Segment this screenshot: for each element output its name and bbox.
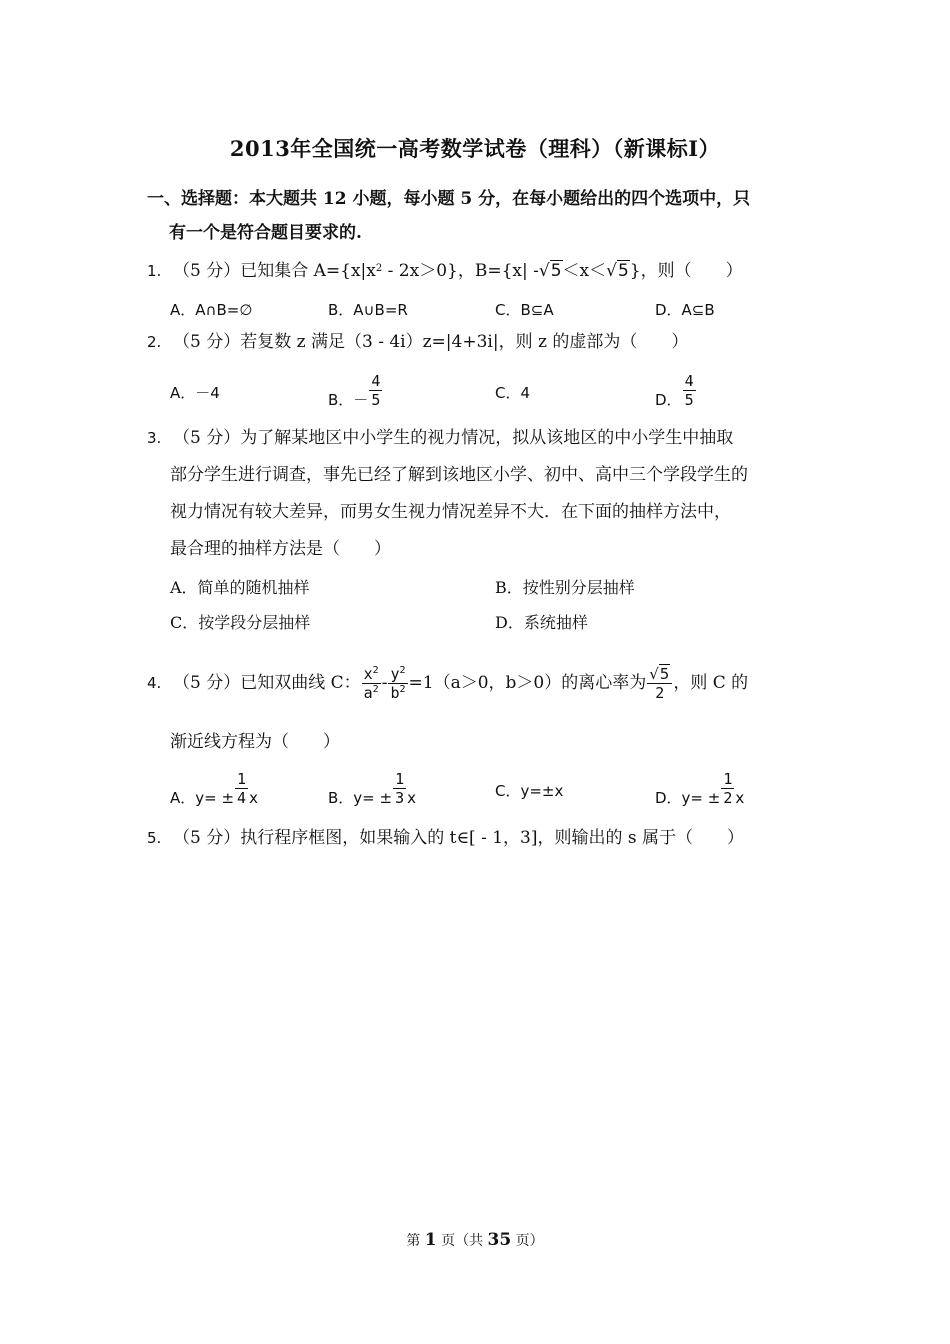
question-1-text-pre: （5 分）已知集合 A={x|x bbox=[173, 261, 376, 281]
question-3-line: 视力情况有较大差异，而男女生视力情况差异不大．在下面的抽样方法中， bbox=[170, 502, 731, 522]
question-1 bbox=[147, 253, 812, 290]
question-4 bbox=[147, 658, 812, 761]
question-3-line: （5 分）为了解某地区中小学生的视力情况，拟从该地区的中小学生中抽取 bbox=[173, 428, 734, 448]
option-c: C．y=±x bbox=[495, 782, 564, 800]
question-3-options-row1 bbox=[170, 575, 810, 599]
option-a: A．A∩B=∅ bbox=[170, 301, 253, 319]
fraction-y2-b2: $\frac{y^2}{b^2}$ bbox=[390, 665, 406, 702]
option-b: B．A∪B=R bbox=[328, 301, 408, 319]
fraction-x2-a2: $\frac{x^2}{a^2}$ bbox=[363, 665, 379, 702]
question-4-line2: 渐近线方程为（ ） bbox=[170, 732, 340, 752]
sqrt-expression: √5 bbox=[538, 261, 562, 281]
option-c: C．4 bbox=[495, 384, 531, 402]
footer-text: 第 bbox=[406, 1233, 421, 1249]
question-number: 5. bbox=[147, 829, 162, 847]
option-b: B．－ $\frac{4}{5}$ bbox=[328, 372, 381, 409]
question-1-text-mid2: ＜x＜ bbox=[562, 261, 607, 281]
option-a: A．－4 bbox=[170, 384, 220, 402]
option-b: B．按性别分层抽样 bbox=[495, 578, 635, 597]
page-number: 1 bbox=[424, 1230, 437, 1250]
question-3-line: 最合理的抽样方法是（ ） bbox=[170, 539, 391, 559]
section-heading-line2: 有一个是符合题目要求的. bbox=[169, 223, 362, 243]
question-number: 3. bbox=[147, 429, 162, 447]
section-heading-line1: 一、选择题：本大题共 12 小题，每小题 5 分，在每小题给出的四个选项中，只 bbox=[147, 189, 751, 209]
question-number: 4. bbox=[147, 674, 162, 692]
footer-text: 页（共 bbox=[441, 1233, 484, 1249]
question-1-options bbox=[170, 299, 810, 319]
sqrt-expression: √5 bbox=[606, 261, 629, 281]
question-1-superscript: 2 bbox=[375, 263, 383, 274]
option-b: B．y= ± $\frac{1}{3}$ x bbox=[328, 770, 416, 807]
question-1-text-mid: - 2x＞0}，B={x| - bbox=[382, 261, 539, 281]
fraction-eccentricity: $\frac{√5}{2}$ bbox=[647, 665, 672, 702]
page-footer bbox=[0, 1230, 950, 1250]
question-2-options bbox=[170, 372, 810, 412]
question-1-text-post: }，则（ ） bbox=[629, 261, 743, 281]
option-d: D． $\frac{4}{5}$ bbox=[655, 372, 694, 409]
fraction: $\frac{4}{5}$ bbox=[371, 372, 381, 409]
question-4-text-eq: =1（a＞0，b＞0）的离心率为 bbox=[408, 673, 647, 693]
question-3 bbox=[147, 420, 812, 568]
question-4-text-post: ，则 C 的 bbox=[673, 673, 749, 693]
option-d: D．系统抽样 bbox=[495, 613, 588, 632]
page-title: 2013年全国统一高考数学试卷（理科）（新课标Ⅰ） bbox=[229, 136, 721, 161]
question-2 bbox=[147, 324, 812, 361]
question-4-text-pre: （5 分）已知双曲线 C： bbox=[173, 673, 361, 693]
option-c: C．B⊆A bbox=[495, 301, 554, 319]
question-number: 1. bbox=[147, 262, 162, 280]
question-5-text: （5 分）执行程序框图，如果输入的 t∈[ - 1，3]，则输出的 s 属于（ ） bbox=[173, 828, 745, 848]
option-d: D．y= ± $\frac{1}{2}$ x bbox=[655, 770, 745, 807]
section-heading bbox=[147, 182, 812, 250]
total-pages: 35 bbox=[487, 1230, 512, 1250]
question-3-line: 部分学生进行调查，事先已经了解到该地区小学、初中、高中三个学段学生的 bbox=[170, 465, 748, 485]
footer-text: 页） bbox=[515, 1233, 544, 1249]
question-3-options-row2 bbox=[170, 610, 810, 634]
question-5 bbox=[147, 820, 812, 857]
question-4-options bbox=[170, 770, 810, 810]
option-d: D．A⊆B bbox=[655, 301, 715, 319]
question-number: 2. bbox=[147, 333, 162, 351]
question-2-text: （5 分）若复数 z 满足（3 - 4i）z=|4+3i|，则 z 的虚部为（ ） bbox=[173, 332, 689, 352]
fraction: $\frac{4}{5}$ bbox=[684, 372, 694, 409]
option-a: A．简单的随机抽样 bbox=[170, 578, 310, 597]
option-c: C．按学段分层抽样 bbox=[170, 613, 311, 632]
option-a: A．y= ± $\frac{1}{4}$ x bbox=[170, 770, 258, 807]
minus-sign: - bbox=[381, 673, 388, 693]
